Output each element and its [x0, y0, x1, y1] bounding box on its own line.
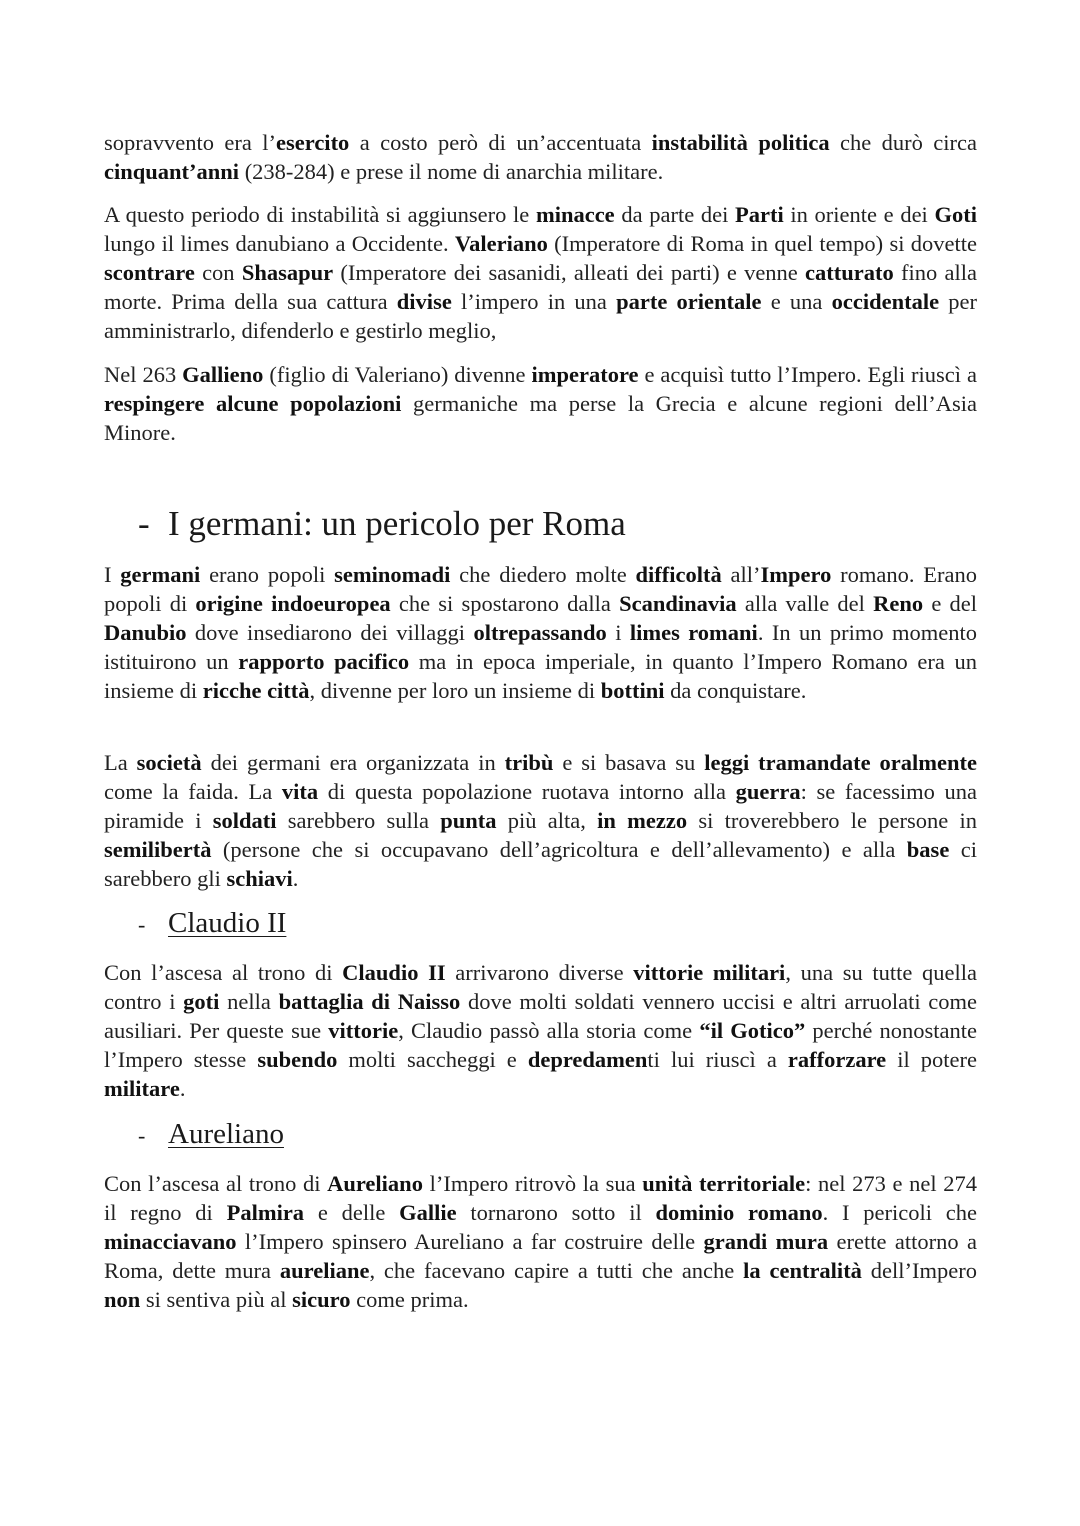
text-run: che durò circa [829, 130, 977, 155]
text-run: (238-284) e prese il nome di anarchia militare. [239, 159, 664, 184]
bold-text: grandi mura [703, 1229, 829, 1254]
paragraph-minacce [104, 200, 977, 345]
text-run: Con l’ascesa al trono di [104, 1171, 328, 1196]
bold-text: occidentale [831, 289, 940, 314]
text-run: e una [761, 289, 832, 314]
bold-text: depredamen [527, 1047, 648, 1072]
text-run: . I pericoli che [822, 1200, 978, 1225]
text-run: con [194, 260, 242, 285]
paragraph-germani [104, 560, 977, 705]
bold-text: base [906, 837, 950, 862]
bold-text: Scandinavia [619, 591, 737, 616]
bold-text: Palmira [226, 1200, 305, 1225]
bold-text: vita [281, 779, 319, 804]
text-run: si troverebbero le persone in [687, 808, 977, 833]
text-run: dove molti soldati vennero uccisi e altri arruolati come ausiliari. Per queste sue [104, 989, 978, 1043]
bold-text: subendo [257, 1047, 338, 1072]
text-run: Con l’ascesa al trono di [104, 960, 343, 985]
bold-text: minacciavano [104, 1229, 237, 1254]
text-run: sarebbero sulla [276, 808, 441, 833]
bold-text: sicuro [292, 1287, 351, 1312]
text-run: e del [923, 591, 977, 616]
text-run: si sentiva più al [140, 1287, 293, 1312]
bold-text: rafforzare [787, 1047, 887, 1072]
bold-text: esercito [276, 130, 350, 155]
heading-aureliano [138, 1116, 284, 1154]
bold-text: parte orientale [616, 289, 762, 314]
text-run: nella [219, 989, 279, 1014]
text-run: , divenne per loro un insieme di [309, 678, 601, 703]
text-run: più alta, [496, 808, 598, 833]
text-run: erano popoli [200, 562, 335, 587]
bold-text: guerra [735, 779, 801, 804]
text-run: . [179, 1076, 186, 1101]
paragraph-claudio [104, 958, 977, 1103]
bold-text: Valeriano [454, 231, 548, 256]
text-run: romano. Erano popoli di [104, 562, 978, 616]
text-run: dove insediarono dei villaggi [186, 620, 474, 645]
text-run: La [104, 750, 137, 775]
paragraph-aureliano [104, 1169, 977, 1314]
heading-aureliano-text: Aureliano [168, 1118, 284, 1150]
bold-text: Reno [873, 591, 924, 616]
bold-text: soldati [212, 808, 277, 833]
bullet-dash: - [138, 504, 150, 543]
text-run: : nel 273 e nel 274 il regno di [104, 1171, 977, 1225]
bold-text: unità territoriale [642, 1171, 806, 1196]
bold-text: Gallieno [182, 362, 264, 387]
bold-text: cinquant’anni [104, 159, 240, 184]
text-run: da conquistare. [664, 678, 807, 703]
bold-text: punta [440, 808, 497, 833]
text-run: e delle [304, 1200, 400, 1225]
bold-text: battaglia di Naisso [278, 989, 461, 1014]
text-run: lungo il limes danubiano a Occidente. [104, 231, 455, 256]
bold-text: imperatore [531, 362, 639, 387]
bold-text: Danubio [104, 620, 187, 645]
bold-text: “il Gotico” [699, 1018, 806, 1043]
text-run: . [292, 866, 299, 891]
text-run: da parte dei [614, 202, 735, 227]
text-run: che si spostarono dalla [390, 591, 620, 616]
text-run: , una su tutte quella contro i [104, 960, 977, 1014]
text-run: (Imperatore dei sasanidi, alleati dei parti) e venne [333, 260, 806, 285]
text-run: dei germani era organizzata in [201, 750, 505, 775]
text-run: tornarono sotto il [456, 1200, 656, 1225]
text-run: a costo però di un’accentuata [349, 130, 652, 155]
bold-text: seminomadi [334, 562, 451, 587]
bold-text: leggi tramandate oralmente [704, 750, 977, 775]
bold-text: bottini [600, 678, 665, 703]
heading-germani [138, 502, 626, 546]
paragraph-anarchia [104, 128, 977, 186]
text-run: molti saccheggi e [337, 1047, 528, 1072]
text-run: , che facevano capire a tutti che anche [369, 1258, 744, 1283]
bold-text: semilibertà [104, 837, 212, 862]
bold-text: vittorie [328, 1018, 399, 1043]
bold-text: la centralità [743, 1258, 862, 1283]
bold-text: germani [120, 562, 201, 587]
bold-text: Impero [760, 562, 832, 587]
text-run: all’ [721, 562, 761, 587]
text-run: fino alla morte. Prima della sua cattura [104, 260, 977, 314]
text-run: e si basava su [553, 750, 705, 775]
text-run: di questa popolazione ruotava intorno alla [318, 779, 736, 804]
bold-text: in mezzo [597, 808, 688, 833]
text-run: il potere [886, 1047, 977, 1072]
text-run: erette attorno a Roma, dette mura [104, 1229, 977, 1283]
text-run: alla valle del [736, 591, 874, 616]
bold-text: origine indoeuropea [195, 591, 391, 616]
text-run: e acquisì tutto l’Impero. Egli riuscì a [638, 362, 977, 387]
text-run: che diedero molte [450, 562, 636, 587]
text-run: dell’Impero [861, 1258, 977, 1283]
paragraph-gallieno [104, 360, 977, 447]
text-run: perché nonostante l’Impero stesse [104, 1018, 978, 1072]
text-run: come prima. [350, 1287, 469, 1312]
text-run: (figlio di Valeriano) divenne [263, 362, 532, 387]
bold-text: respingere alcune popolazioni [104, 391, 402, 416]
text-run: ti lui riuscì a [647, 1047, 788, 1072]
text-run: i [606, 620, 630, 645]
bold-text: aureliane [279, 1258, 370, 1283]
bold-text: difficoltà [635, 562, 722, 587]
bold-text: limes romani [629, 620, 758, 645]
bold-text: minacce [535, 202, 615, 227]
text-run: (persone che si occupavano dell’agricoltura e dell’allevamento) e alla [211, 837, 907, 862]
text-run: ma in epoca imperiale, in quanto l’Impero Romano era un insieme di [104, 649, 977, 703]
text-run: ci sarebbero gli [104, 837, 977, 891]
bold-text: Claudio II [342, 960, 446, 985]
heading-claudio-text: Claudio II [168, 907, 287, 939]
paragraph-societa [104, 748, 977, 893]
text-run: . In un primo momento istituirono un [104, 620, 977, 674]
bold-text: vittorie militari [633, 960, 786, 985]
bold-text: instabilità politica [651, 130, 830, 155]
bold-text: Goti [934, 202, 977, 227]
bold-text: schiavi [226, 866, 293, 891]
bold-text: tribù [504, 750, 554, 775]
bold-text: Shasapur [241, 260, 334, 285]
text-run: l’impero in una [451, 289, 617, 314]
bullet-dash: - [138, 1123, 146, 1148]
bold-text: dominio romano [655, 1200, 823, 1225]
text-run: I [104, 562, 121, 587]
bold-text: ricche città [202, 678, 310, 703]
bold-text: militare [104, 1076, 180, 1101]
bold-text: non [104, 1287, 141, 1312]
text-run: arrivarono diverse [445, 960, 634, 985]
bold-text: società [136, 750, 202, 775]
text-run: , Claudio passò alla storia come [398, 1018, 700, 1043]
heading-germani-text: I germani: un pericolo per Roma [168, 504, 626, 543]
text-run: per amministrarlo, difenderlo e gestirlo meglio, [104, 289, 977, 343]
bold-text: Aureliano [327, 1171, 423, 1196]
text-run: sopravvento era l’ [104, 130, 277, 155]
text-run: : se facessimo una piramide i [104, 779, 977, 833]
bold-text: goti [183, 989, 220, 1014]
text-run: l’Impero ritrovò la sua [422, 1171, 643, 1196]
text-run: come la faida. La [104, 779, 282, 804]
text-run: (Imperatore di Roma in quel tempo) si dovette [547, 231, 977, 256]
bold-text: oltrepassando [473, 620, 607, 645]
text-run: l’Impero spinsero Aureliano a far costruire delle [236, 1229, 704, 1254]
bold-text: scontrare [104, 260, 195, 285]
text-run: Nel 263 [104, 362, 183, 387]
text-run: in oriente e dei [783, 202, 935, 227]
bold-text: Gallie [399, 1200, 457, 1225]
bold-text: divise [396, 289, 452, 314]
text-run: germaniche ma perse la Grecia e alcune regioni dell’Asia Minore. [104, 391, 978, 445]
text-run: A questo periodo di instabilità si aggiunsero le [104, 202, 536, 227]
bold-text: rapporto pacifico [238, 649, 410, 674]
bold-text: catturato [805, 260, 894, 285]
bullet-dash: - [138, 912, 146, 937]
bold-text: Parti [735, 202, 784, 227]
heading-claudio [138, 905, 286, 943]
